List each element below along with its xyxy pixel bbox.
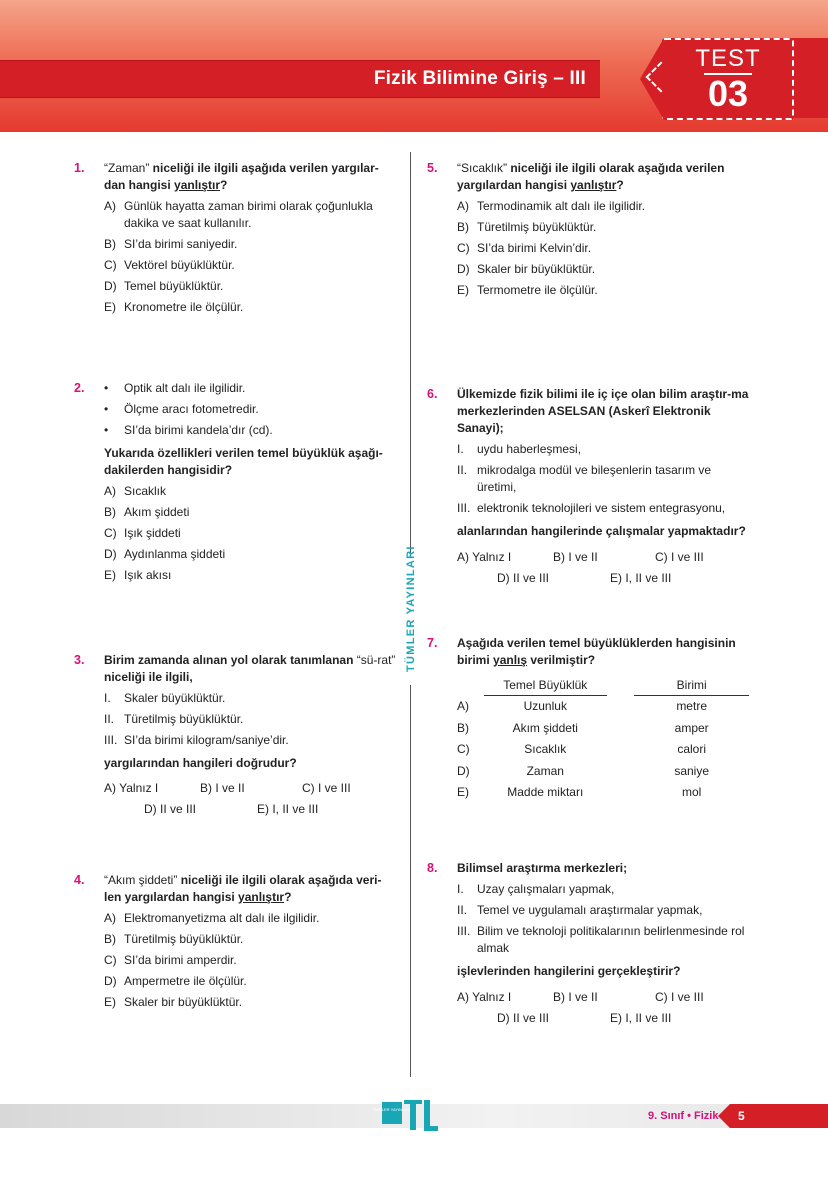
question-stem: “Zaman” niceliği ile ilgili aşağıda verilen yargılar-dan hangisi yanlıştır? xyxy=(104,161,379,192)
question-stem: Bilimsel araştırma merkezleri; xyxy=(457,861,628,875)
roman-item: I. Uzay çalışmaları yapmak, xyxy=(457,882,615,896)
question-stem: “Akım şiddeti” niceliği ile ilgili olarak aşağıda veri-len yargılardan hangisi yanlıştır? xyxy=(104,873,382,904)
question-number: 5. xyxy=(427,161,438,175)
option-d[interactable]: D) Skaler bir büyüklüktür. xyxy=(457,262,596,276)
question-prompt: Yukarıda özellikleri verilen temel büyüklük aşağı-dakilerden hangisidir? xyxy=(104,446,383,477)
answer-options xyxy=(457,989,749,1029)
roman-item: I. Skaler büyüklüktür. xyxy=(104,691,226,705)
option-e[interactable]: E) I, II ve III xyxy=(610,571,672,585)
question-number: 1. xyxy=(74,161,85,175)
option-a[interactable]: A) Elektromanyetizma alt dalı ile ilgilidir. xyxy=(104,911,320,925)
question-stem: Aşağıda verilen temel büyüklüklerden hangisinin birimi yanlış verilmiştir? xyxy=(457,636,736,667)
side-label-box xyxy=(402,545,420,685)
footer-subject: 9. Sınıf • Fizik xyxy=(648,1110,719,1122)
page-number-badge xyxy=(730,1104,828,1128)
option-a[interactable]: A) Yalnız I xyxy=(457,990,512,1004)
option-d[interactable]: D) Temel büyüklüktür. xyxy=(104,279,224,293)
option-c[interactable]: C) Işık şiddeti xyxy=(104,526,181,540)
roman-item: III. elektronik teknolojileri ve sistem entegrasyonu, xyxy=(457,501,726,515)
option-b[interactable]: B) Türetilmiş büyüklüktür. xyxy=(457,220,597,234)
option-b[interactable]: B) Türetilmiş büyüklüktür. xyxy=(104,932,244,946)
option-c[interactable]: C) I ve III xyxy=(302,781,351,795)
question-prompt: işlevlerinden hangilerini gerçekleştirir? xyxy=(457,964,681,978)
header-right-strip xyxy=(792,38,828,118)
bullet-item: • Ölçme aracı fotometredir. xyxy=(104,402,259,416)
question-stem: Birim zamanda alınan yol olarak tanımlanan “sü-rat” niceliği ile ilgili, xyxy=(104,653,396,684)
option-e[interactable]: E) Skaler bir büyüklüktür. xyxy=(104,995,243,1009)
side-label: TÜMLER YAYINLARI xyxy=(405,545,417,672)
option-e[interactable]: E) Işık akısı xyxy=(104,568,172,582)
option-b[interactable]: B) I ve II xyxy=(553,550,598,564)
option-a[interactable]: A) Günlük hayatta zaman birimi olarak çoğunlukla dakika ve saat kullanılır. xyxy=(104,199,373,230)
option-b[interactable]: B) I ve II xyxy=(200,781,245,795)
title-band xyxy=(0,60,600,98)
option-d[interactable]: D) II ve III xyxy=(497,571,550,585)
option-e[interactable]: E) I, II ve III xyxy=(610,1011,672,1025)
question-prompt: yargılarından hangileri doğrudur? xyxy=(104,756,297,770)
question-number: 2. xyxy=(74,381,85,395)
option-b[interactable]: B) SI’da birimi saniyedir. xyxy=(104,237,238,251)
question-number: 6. xyxy=(427,387,438,401)
option-d[interactable]: D) II ve III xyxy=(144,802,197,816)
roman-item: II. mikrodalga modül ve bileşenlerin tasarım ve üretimi, xyxy=(457,463,712,494)
roman-item: II. Temel ve uygulamalı araştırmalar yapmak, xyxy=(457,903,703,917)
option-d[interactable]: D) Aydınlanma şiddeti xyxy=(104,547,226,561)
option-a[interactable]: A) Yalnız I xyxy=(457,550,512,564)
answer-options xyxy=(457,549,749,589)
answer-options xyxy=(104,780,396,820)
option-c[interactable]: C) I ve III xyxy=(655,550,704,564)
question-number: 3. xyxy=(74,653,85,667)
option-e[interactable]: E) Kronometre ile ölçülür. xyxy=(104,300,244,314)
option-a[interactable]: A) Sıcaklık xyxy=(104,484,167,498)
bullet-item: • SI’da birimi kandela’dır (cd). xyxy=(104,423,273,437)
column-header: Birimi xyxy=(634,675,749,696)
test-label: TEST xyxy=(695,45,761,72)
roman-item: III. Bilim ve teknoloji politikalarının belirlenmesinde rol almak xyxy=(457,924,745,955)
option-c[interactable]: C) SI’da birimi amperdir. xyxy=(104,953,237,967)
test-number: 03 xyxy=(707,73,749,114)
option-c[interactable]: C) Vektörel büyüklüktür. xyxy=(104,258,235,272)
question-stem: Ülkemizde fizik bilimi ile iç içe olan bilim araştır-ma merkezlerinden ASELSAN (Askerî Elektronik Sanayi); xyxy=(457,387,749,435)
table-row[interactable]: A) Uzunluk metre xyxy=(457,699,707,714)
option-e[interactable]: E) Termometre ile ölçülür. xyxy=(457,283,598,297)
question-number: 8. xyxy=(427,861,438,875)
units-table xyxy=(457,675,749,804)
option-a[interactable]: A) Termodinamik alt dalı ile ilgilidir. xyxy=(457,199,646,213)
page-number: 5 xyxy=(738,1109,745,1123)
page-title: Fizik Bilimine Giriş – III xyxy=(373,68,586,89)
option-b[interactable]: B) Akım şiddeti xyxy=(104,505,190,519)
publisher-logo-icon xyxy=(373,1096,440,1134)
roman-item: II. Türetilmiş büyüklüktür. xyxy=(104,712,244,726)
question-number: 4. xyxy=(74,873,85,887)
roman-item: III. SI’da birimi kilogram/saniye’dir. xyxy=(104,733,289,747)
table-row[interactable]: D) Zaman saniye xyxy=(457,763,709,778)
question-number: 7. xyxy=(427,636,438,650)
option-c[interactable]: C) SI’da birimi Kelvin’dir. xyxy=(457,241,592,255)
option-e[interactable]: E) I, II ve III xyxy=(257,802,319,816)
question-prompt: alanlarından hangilerinde çalışmalar yapmaktadır? xyxy=(457,524,746,538)
test-badge xyxy=(662,38,794,120)
roman-item: I. uydu haberleşmesi, xyxy=(457,442,582,456)
logo-text: TÜMLER YAYINLARI xyxy=(373,1107,411,1112)
table-row[interactable]: C) Sıcaklık calori xyxy=(457,742,706,757)
column-header: Temel Büyüklük xyxy=(484,675,607,696)
option-c[interactable]: C) I ve III xyxy=(655,990,704,1004)
question-stem: “Sıcaklık” niceliği ile ilgili olarak aşağıda verilen yargılardan hangisi yanlıştır? xyxy=(457,161,725,192)
table-row[interactable]: E) Madde miktarı mol xyxy=(457,785,702,800)
option-d[interactable]: D) Ampermetre ile ölçülür. xyxy=(104,974,247,988)
table-row[interactable]: B) Akım şiddeti amper xyxy=(457,720,709,735)
option-b[interactable]: B) I ve II xyxy=(553,990,598,1004)
option-d[interactable]: D) II ve III xyxy=(497,1011,550,1025)
option-a[interactable]: A) Yalnız I xyxy=(104,781,159,795)
bullet-item: • Optik alt dalı ile ilgilidir. xyxy=(104,381,246,395)
